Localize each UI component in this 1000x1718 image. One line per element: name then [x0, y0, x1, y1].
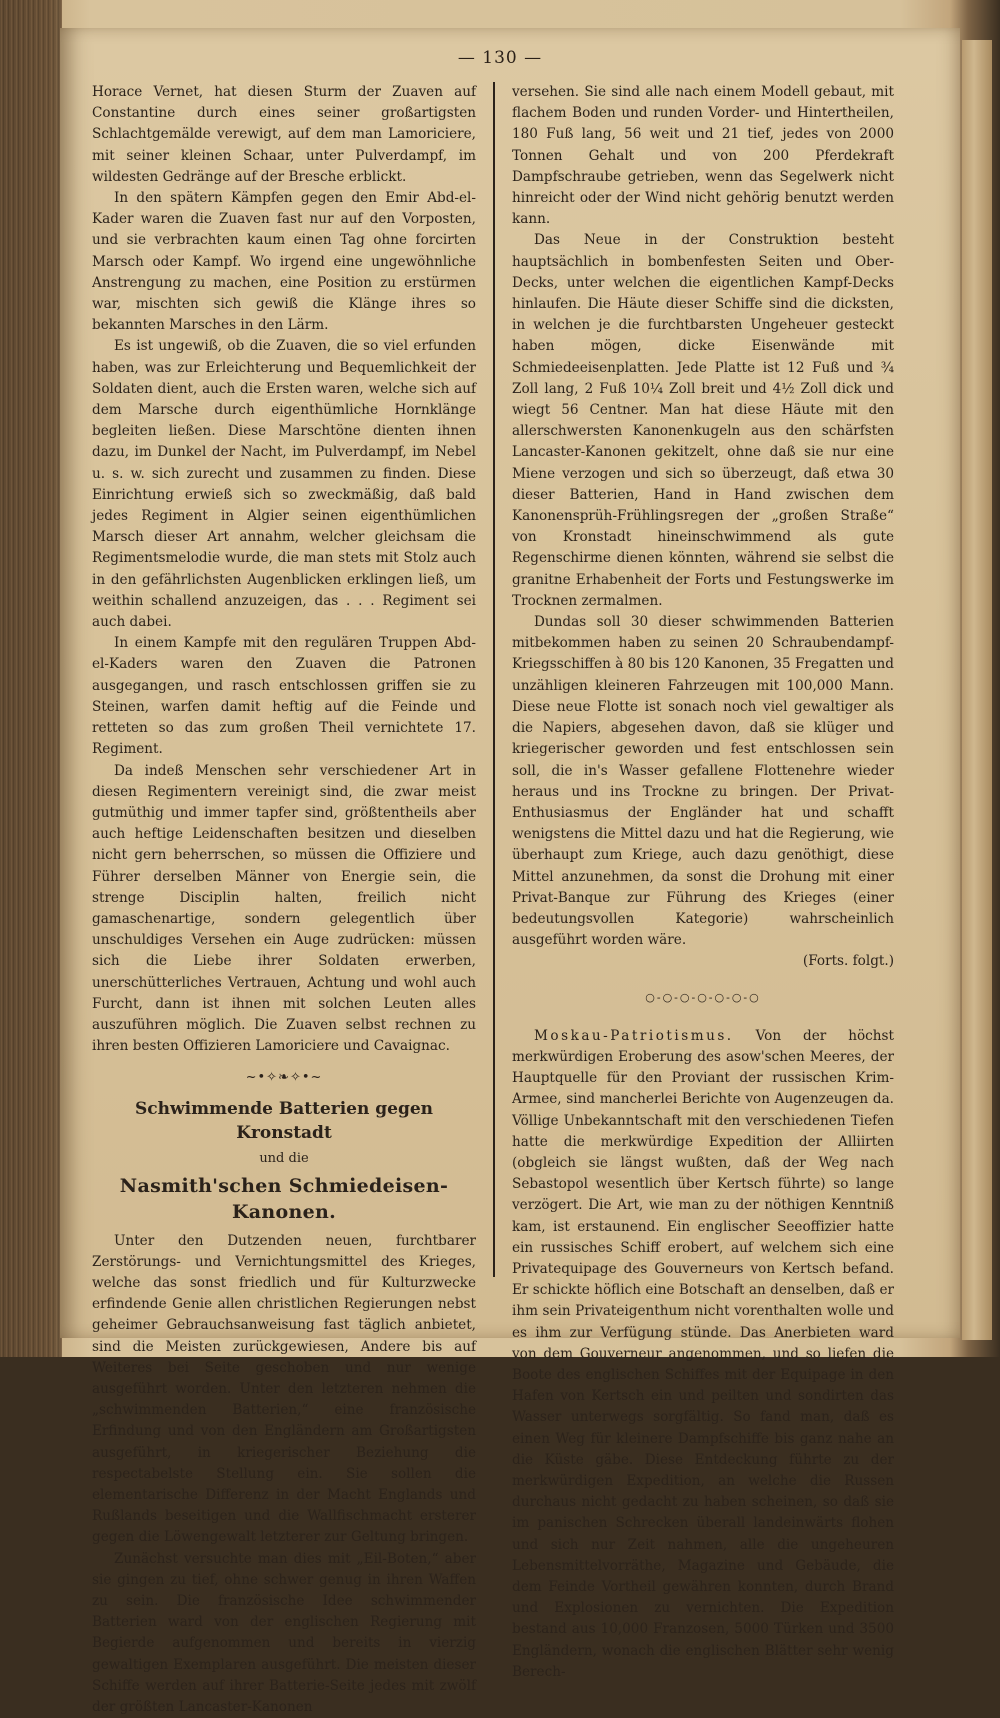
- right-paragraph-2: Das Neue in der Construktion besteht hauptsächlich in bombenfesten Seiten und Ober-Decks, unter welchen die eigentlichen Kampf-Decks hinlaufen. Die Häute dieser Schiffe sind die dicksten, in welchen je die furchtbarsten Ungeheuer gesteckt haben mögen, dicke Eisenwände mit Schmiedeeisenplatten. Jede Platte ist 12 Fuß und ¾ Zoll lang, 2 Fuß 10¼ Zoll breit und 4½ Zoll dick und wiegt 56 Centner. Man hat diese Häute mit den allerschwersten Kanonenkugeln aus den schärfsten Lancaster-Kanonen gekitzelt, ohne daß sie nur eine Miene verzogen und sich so überzeugt, daß etwa 30 dieser Batterien, Hand in Hand zwischen dem Kanonensprüh-Frühlingsregen der „großen Straße“ von Kronstadt hineinschwimmend als gute Regenschirme dienen könnten, während sie selbst die granitne Erhabenheit der Forts und Festungswerke im Trocknen zermalmen.: [512, 232, 894, 609]
- right-paragraph-1: versehen. Sie sind alle nach einem Modell gebaut, mit flachem Boden und runden Vorder- und Hintertheilen, 180 Fuß lang, 56 weit und 21 tief, jedes von 2000 Tonnen Gehalt und von 200 Pferdekraft Dampfschraube getrieben, wenn das Segelwerk nicht hinreicht oder der Wind nicht gehörig benutzt werden kann.: [512, 84, 894, 228]
- moskau-text: Von der höchst merkwürdigen Eroberung des asow'schen Meeres, der Hauptquelle für den Proviant der russischen Krim-Armee, sind mancherlei Berichte von Augenzeugen da. Völlige Unbekanntschaft mit den verschiedenen Tiefen hatte die merkwürdige Expedition der Alliirten (obgleich sie längst wußten, daß der Weg nach Sebastopol wesentlich über Kertsch führte) so lange verzögert. Die Art, wie man zu der nöthigen Kenntniß kam, ist erstaunend. Ein englischer Seeoffizier hatte ein russisches Schiff erobert, auf welchem sich eine Privatequipage des Gouverneurs von Kertsch befand. Er schickte höflich eine Botschaft an denselben, daß er ihm sein Privateigenthum nicht vorenthalten wolle und es ihm zur Verfügung stünde. Das Anerbieten ward von dem Gouverneur angenommen, und so liefen die Boote des englischen Schiffes mit der Equipage in den Hafen von Kertsch ein und peilten und sondirten das Wasser unterwegs sorgfältig. So fand man, daß es einen Weg für kleinere Dampfschiffe bis ganz nahe an die Küste gäbe. Diese Entdeckung führte zu der merkwürdigen Expedition, an welche die Russen durchaus nicht gedacht zu haben scheinen, so daß sie im panischen Schrecken überall landeinwärts flohen und sich nur Zeit nahmen, alle die ungeheuren Lebensmittelvorräthe, Magazine und Gebäude, die dem Feinde Vortheil gewähren konnten, durch Brand und Explosionen zu vernichten. Die Expedition bestand aus 10,000 Franzosen, 5000 Türken und 3500 Engländern, wonach die englischen Blätter sehr wenig Berech-: [512, 1027, 894, 1680]
- column-divider: [493, 82, 495, 1277]
- left-paragraph-5: Da indeß Menschen sehr verschiedener Art in diesen Regimentern vereinigt sind, die zwar meist gutmüthig und immer tapfer sind, größtentheils aber auch heftige Leidenschaften besitzen und dieselben nicht gern beherrschen, so müssen die Offiziere und Führer derselben Männer von Energie sein, die strenge Disciplin halten, freilich nicht gamaschenartige, sondern gelegentlich über unschuldiges Versehen ein Auge zudrücken: müssen sich die Liebe ihrer Soldaten erwerben, unerschütterliches Vertrauen, Achtung und wohl auch Furcht, dann ist ihnen mit solchen Leuten alles auszuführen möglich. Die Zuaven selbst rechnen zu ihren besten Offizieren Lamoriciere und Cavaignac.: [92, 762, 476, 1055]
- next-page-edge: [962, 40, 992, 1340]
- left-paragraph-1: Horace Vernet, hat diesen Sturm der Zuaven auf Constantine durch eines seiner großartigsten Schlachtgemälde verewigt, auf dem man Lamoriciere, mit seiner kleinen Schaar, unter Pulverdampf, im wildesten Gedränge auf der Bresche erblickt.: [92, 84, 476, 185]
- moskau-article: [512, 1026, 894, 1683]
- right-paragraph-3: Dundas soll 30 dieser schwimmenden Batterien mitbekommen haben zu seinen 20 Schraubendampf-Kriegsschiffen à 80 bis 120 Kanonen, 35 Fregatten und unzähligen kleineren Fahrzeugen mit 100,000 Mann. Diese neue Flotte ist sonach noch viel gewaltiger als die Napiers, abgesehen davon, daß sie klüger und kriegerischer geworden und fest entschlossen sein soll, die in's Wasser gefallene Flottenehre wieder heraus und ins Trockne zu bringen. Der Privat-Enthusiasmus der Engländer hat und schafft wenigstens die Mittel dazu und hat die Regierung, wie überhaupt zum Kriege, auch dazu genöthigt, diese Mittel anzunehmen, da sonst die Drohung mit einer Privat-Banque zur Führung des Krieges (einer bedeutungsvollen Kategorie) wahrscheinlich ausgeführt worden wäre.: [512, 614, 894, 949]
- left-column: [92, 82, 476, 1718]
- left-paragraph-3: Es ist ungewiß, ob die Zuaven, die so viel erfunden haben, was zur Erleichterung und Bequemlichkeit der Soldaten dient, auch die Ersten waren, welche sich auf dem Marsche durch eigenthümliche Hornklänge begleiten ließen. Diese Marschtöne dienten ihnen dazu, im Dunkel der Nacht, im Pulverdampf, im Nebel u. s. w. sich zurecht und zusammen zu finden. Diese Einrichtung erwieß sich so zweckmäßig, daß bald jedes Regiment in Algier seinen eigenthümlichen Marsch dieser Art annahm, welcher gleichsam die Regimentsmelodie wurde, die man stets mit Stolz auch in den gefährlichsten Augenblicken erklingen ließ, um weithin schallend anzuzeigen, das . . . Regiment sei auch dabei.: [92, 338, 476, 631]
- article-subline: und die: [259, 1150, 309, 1166]
- section-ornament-small: ○-○-○-○-○-○-○: [645, 990, 761, 1004]
- section-ornament: ~•✧❧✧•~: [245, 1070, 323, 1086]
- article-paragraph-2: Zunächst versuchte man dies mit „Eil-Boten,“ aber sie gingen zu tief, ohne schwer genug in ihren Waffen zu sein. Die französische Idee schwimmender Batterien ward von der englischen Regierung mit Begierde aufgenommen und bereits in vierzig gewaltigen Exemplaren ausgeführt. Die meisten dieser Schiffe werden auf ihrer Batterie-Seite jedes mit zwölf der größten Lancaster-Kanonen: [92, 1550, 476, 1716]
- book-page-edges: [0, 0, 62, 1357]
- continued-note: (Forts. folgt.): [802, 953, 894, 970]
- moskau-lead: Moskau-Patriotismus.: [534, 1027, 734, 1044]
- left-paragraph-2: In den spätern Kämpfen gegen den Emir Abd-el-Kader waren die Zuaven fast nur auf den Vorposten, und sie verbrachten kaum einen Tag ohne forcirten Marsch oder Kampf. Wo irgend eine ungewöhnliche Anstrengung zu machen, eine Position zu erstürmen war, mischten sich gewiß die Klänge ihres so bekannten Marsches in den Lärm.: [92, 190, 476, 334]
- right-column: [512, 82, 894, 1683]
- left-paragraph-4: In einem Kampfe mit den regulären Truppen Abd-el-Kaders waren den Zuaven die Patronen ausgegangen, und rasch entschlossen griffen sie zu Steinen, warfen damit heftig auf die Feinde und retteten so das zum großen Theil vernichtete 17. Regiment.: [92, 635, 476, 758]
- article-paragraph-1: Unter den Dutzenden neuen, furchtbarer Zerstörungs- und Vernichtungsmittel des Krieges, welche das sonst friedlich und für Kulturzwecke erfindende Genie allen christlichen Regierungen nebst geheimer Gebrauchsanweisung fast täglich anbietet, sind die Meisten zurückgewiesen, Andere bis auf Weiteres bei Seite geschoben und nur wenige ausgeführt worden. Unter den letzteren nehmen die „schwimmenden Batterien,“ eine französische Erfindung und von den Engländern am Großartigsten ausgeführt, in kriegerischer Beziehung die respectabelste Stellung ein. Sie sollen die elementarische Differenz in der Macht Englands und Rußlands beseitigen und die Wallfischmacht ersterer gegen die Löwengewalt letzterer zur Geltung bringen.: [92, 1232, 476, 1546]
- article-headline-2: Nasmith'schen Schmiedeisen-Kanonen.: [119, 1174, 449, 1223]
- article-headline: Schwimmende Batterien gegen Kronstadt: [134, 1098, 434, 1143]
- page-number: — 130 —: [457, 48, 543, 68]
